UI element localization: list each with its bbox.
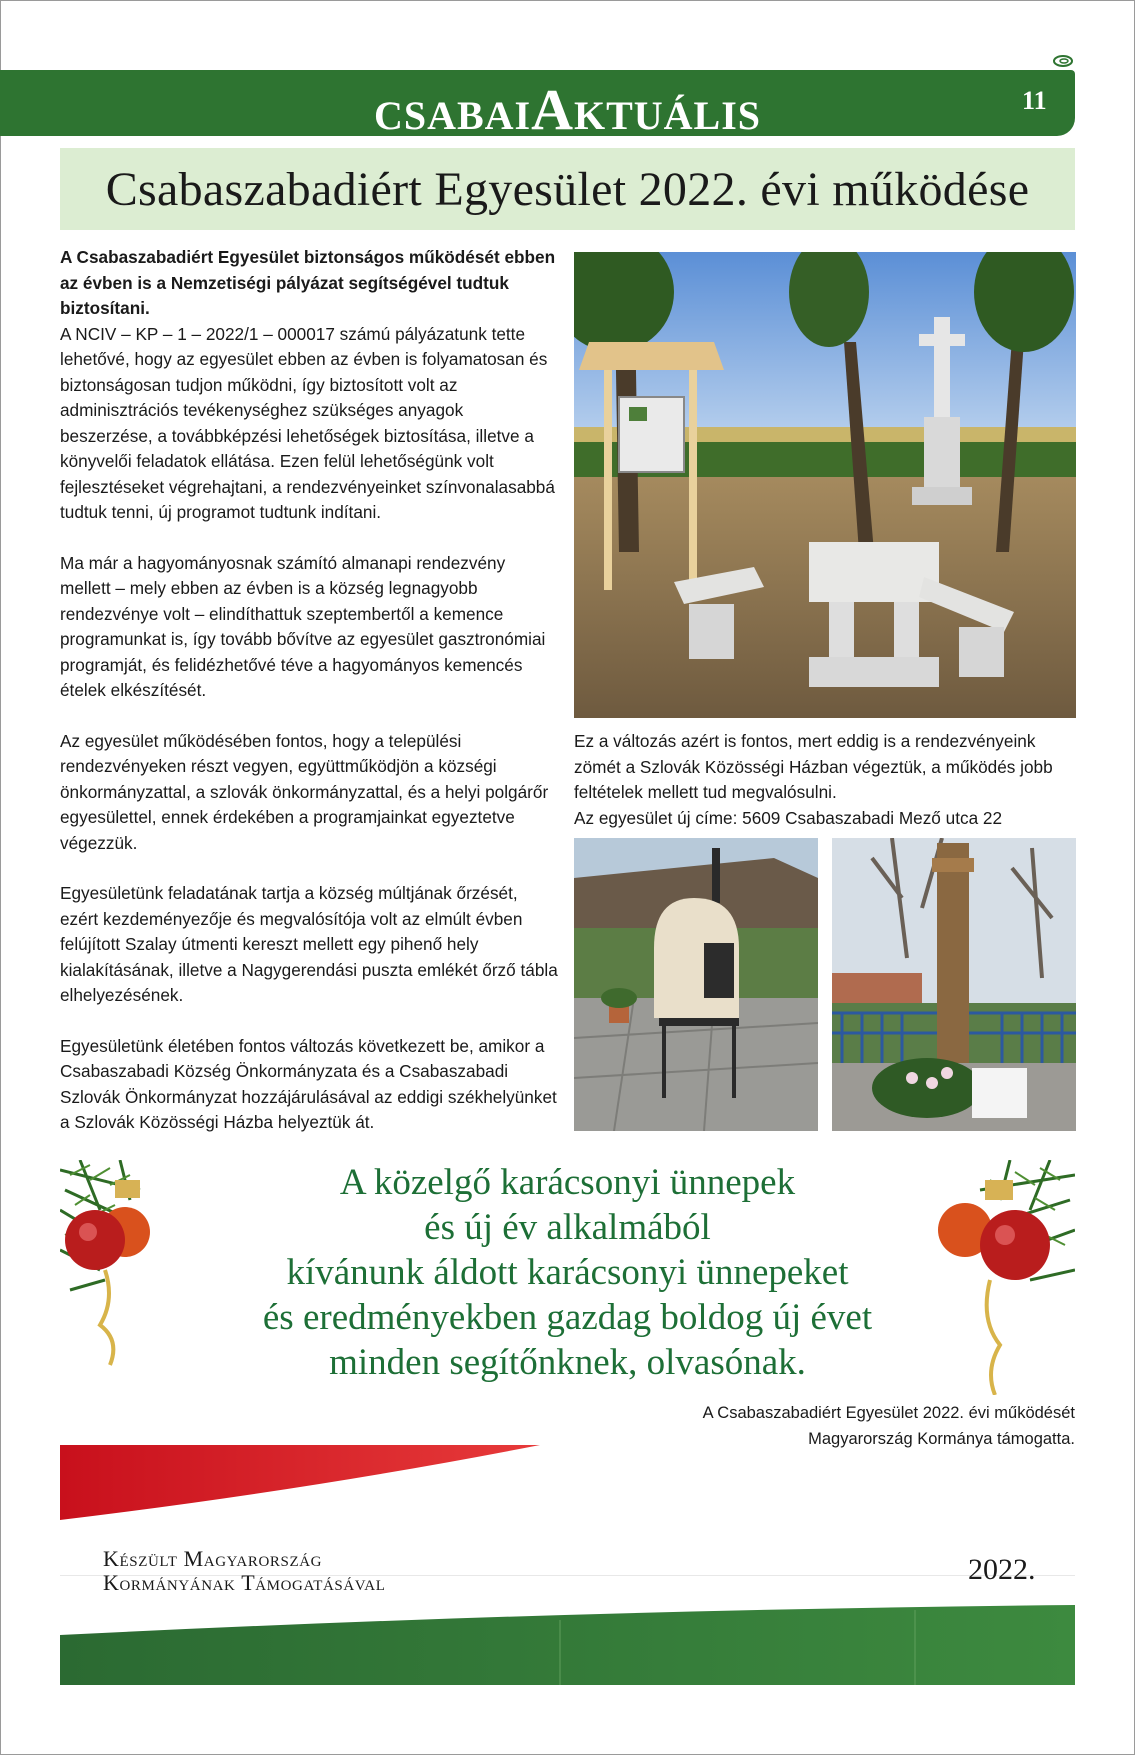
swirl-logo-icon [1052,54,1074,68]
magazine-title-part1: CSABAI [373,93,532,138]
article-paragraph-5: Egyesületünk életében fontos változás következett be, amikor a Csabaszabadi Község Önkormányzata és a Csabaszabadi Szlovák Önkormányzat hozzájárulásával az eddigi székhelyünket a Szlovák Közösségi Házba helyeztük át. [60,1035,557,1132]
article-title: Csabaszabadiért Egyesület 2022. évi működése [105,162,1030,216]
magazine-title-part2: A [531,77,574,142]
article-paragraph-4: Egyesületünk feladatának tartja a község múltjának őrzését, ezért kezdeményezője és megvalósítója volt az elmúlt évben felújított Szalay útmenti kereszt mellett egy pihenő hely kialakításának, illetve a Nagygerendási puszta emlékét őrző tábla elhelyezésének. [60,883,558,1005]
oven-photo [574,838,818,1131]
article-paragraph-2: Ma már a hagyományosnak számító almanapi rendezvény mellett – mely ebben az évben is a község legnagyobb rendezvénye volt – elindíthattuk szeptembertől a kemence programunkat is, így tovább bővítve az egyesület gasztronómiai programját, és felidézhetővé téve a hagyományos kemencés ételek elkészítését. [60,552,546,700]
greeting-text [230,1160,905,1385]
government-support-banner [60,1445,1075,1685]
support-banner-year: 2022. [968,1553,1036,1586]
association-address: Az egyesület új címe: 5609 Csabaszabadi Mező utca 22 [574,807,1003,828]
greeting-line-1: A közelgő karácsonyi ünnepek [339,1162,796,1203]
christmas-ornament-left-icon [60,1160,210,1370]
christmas-greeting [60,1160,1075,1383]
greeting-line-4: és eredményekben gazdag boldog új évet [262,1297,873,1338]
magazine-title [0,76,1135,143]
support-note-line-2: Magyarország Kormánya támogatta. [808,1430,1075,1448]
article-lead: A Csabaszabadiért Egyesület biztonságos működését ebben az évben is a Nemzetiségi pályázat segítségével tudtuk biztosítani. [60,247,556,318]
support-banner-text [103,1547,386,1595]
support-banner-line-1: Készült Magyarország [103,1546,323,1571]
christmas-ornament-right-icon [870,1160,1075,1395]
support-banner-line-2: Kormányának Támogatásával [103,1570,386,1595]
magazine-title-part3: KTUÁLIS [573,93,762,138]
greeting-line-2: és új év alkalmából [424,1207,711,1248]
article-body-right [574,729,1084,831]
greeting-line-3: kívánunk áldott karácsonyi ünnepeket [286,1252,849,1293]
greeting-line-5: minden segítőnknek, olvasónak. [329,1342,806,1383]
article-paragraph-3: Az egyesület működésében fontos, hogy a települési rendezvényeken részt vegyen, együttműködjön a községi önkormányzattal, a szlovák önkormányzattal, és a helyi polgárőr egyesülettel, ennek érdekében a programjainkat egyeztetve végezzük. [60,730,549,853]
article-body-left [60,245,560,1161]
page-number: 11 [1022,86,1047,115]
rest-area-photo [574,252,1076,718]
article-paragraph-1: A NCIV – KP – 1 – 2022/1 – 000017 számú pályázatunk tette lehetővé, hogy az egyesület ebben az évben is folyamatosan és biztonságosan tudjon működni, így biztosított volt az adminisztrációs tevékenységhez szükséges anyagok beszerzése, a továbbképzési lehetőségek biztosítása, illetve a könyvelői feladatok ellátása. Ezen felül lehetőségünk volt fejlesztéseket végrehajtani, a rendezvényeinket színvonalasabbá tudtuk tenni, új programot tudtunk indítani. [60,323,555,522]
article-right-paragraph: Ez a változás azért is fontos, mert eddig is a rendezvényeink zömét a Szlovák Közösségi Házban végeztük, a működés jobb feltételek mellett tud megvalósulni. [574,731,1053,802]
article-title-box [60,148,1075,230]
support-note-line-1: A Csabaszabadiért Egyesület 2022. évi működését [702,1404,1075,1422]
wooden-cross-photo [832,838,1076,1131]
